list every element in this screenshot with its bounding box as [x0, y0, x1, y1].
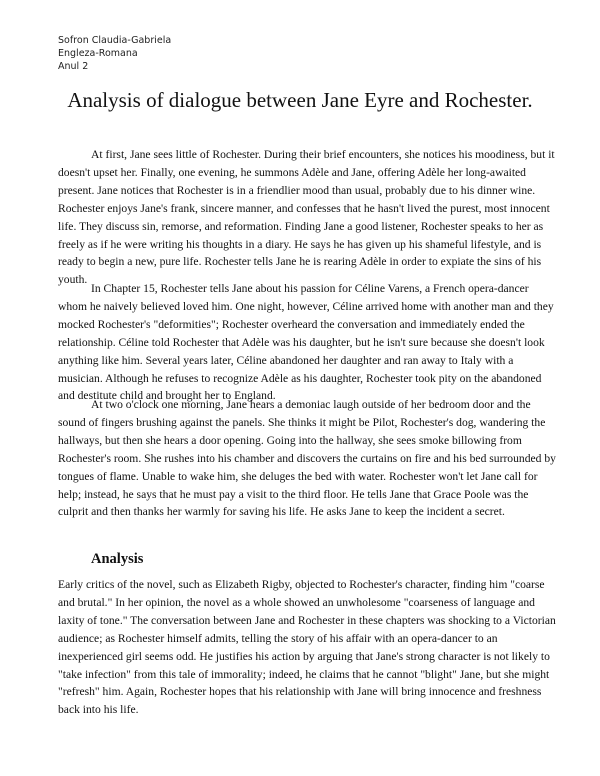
paragraph-2: In Chapter 15, Rochester tells Jane about his passion for Céline Varens, a French opera-dancer whom he naively believed loved him. One night, however, Céline arrived home with another man and they mocked Rochester's "deformities"; Rochester overheard the conversation and immediately ended the relationship. Céline told Rochester that Adèle was his daughter, but he isn't sure because she doesn't look anything like him. Several years later, Céline abandoned her daughter and ran away to Italy with a musician. Although he refuses to recognize Adèle as his daughter, Rochester took pity on the abandoned and destitute child and brought her to England.: [58, 282, 554, 403]
author-name: Sofron Claudia-Gabriela: [58, 35, 172, 46]
analysis-paragraph: Early critics of the novel, such as Elizabeth Rigby, objected to Rochester's character, finding him "coarse and brutal." In her opinion, the novel as a whole showed an unwholesome "coarseness of language and laxity of tone." The conversation between Jane and Rochester in these chapters was shocking to a Victorian audience; as Rochester himself admits, telling the story of his affair with an opera-dancer to an inexperienced girl seems odd. He justifies his action by arguing that Jane's strong character is not likely to "take infection" from this tale of immorality; indeed, he claims that he cannot "blight" Jane, but she might "refresh" him. Again, Rochester hopes that his relationship with Jane will bring innocence and freshness back into his life.: [58, 578, 556, 717]
document-title: Analysis of dialogue between Jane Eyre and Rochester.: [67, 88, 533, 112]
analysis-heading: Analysis: [91, 551, 144, 567]
paragraph-3: At two o'clock one morning, Jane hears a demoniac laugh outside of her bedroom door and the sound of fingers brushing against the panels. She thinks it might be Pilot, Rochester's dog, wandering the hallways, but then she hears a door opening. Going into the hallway, she sees smoke billowing from Rochester's room. She rushes into his chamber and discovers the curtains on fire and his bed surrounded by tongues of flame. Unable to wake him, she deluges the bed with water. Rochester won't let Jane call for help; instead, he says that he must pay a visit to the third floor. He tells Jane that Grace Poole was the culprit and then thanks her warmly for saving his life. He asks Jane to keep the incident a secret.: [58, 398, 556, 519]
author-header: [58, 34, 171, 73]
author-program: Engleza-Romana: [58, 48, 138, 59]
author-year: Anul 2: [58, 61, 89, 72]
paragraph-1: At first, Jane sees little of Rochester. During their brief encounters, she notices his moodiness, but it doesn't upset her. Finally, one evening, he summons Adèle and Jane, offering Adèle her long-awaited present. Jane notices that Rochester is in a friendlier mood than usual, probably due to his dinner wine. Rochester enjoys Jane's frank, sincere manner, and confesses that he hasn't lived the purest, most innocent life. They discuss sin, remorse, and reformation. Finding Jane a good listener, Rochester speaks to her as freely as if he were writing his thoughts in a diary. He says he has given up his shameful lifestyle, and is ready to begin a new, pure life. Rochester tells Jane he is rearing Adèle in order to expiate the sins of his youth.: [58, 148, 555, 287]
